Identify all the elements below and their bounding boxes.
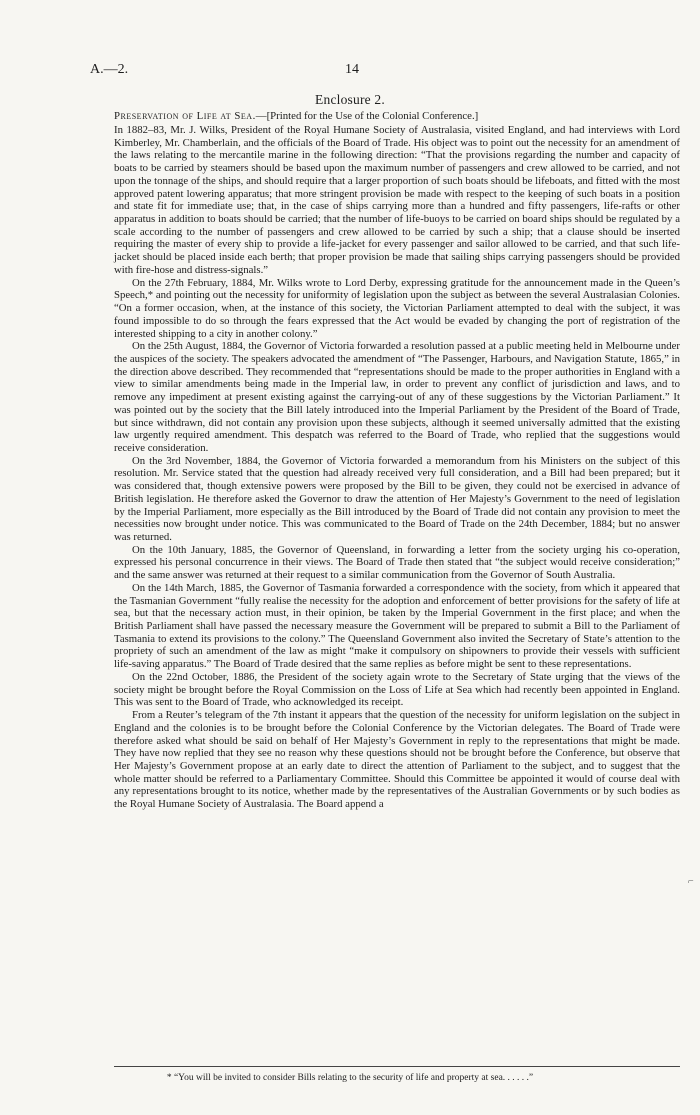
paragraph-4: On the 3rd November, 1884, the Governor of Victoria forwarded a memorandum from his Ministers on the subject of this resolution. Mr. Service stated that the question had already received very full consideration, and a Bill had been prepared; but it was considered that, though extensive powers were proposed by the Bill to be given, they could not be exercised in advance of British legislation. He therefore asked the Governor to draw the attention of Her Majesty’s Government to the need of legislation by the Imperial Parliament, more especially as the Bill introduced by the Board of Trade did not contain any provision to meet the necessities now brought under notice. This was communicated to the Board of Trade on the 24th December, 1884; but no answer was returned. bbox=[114, 454, 680, 543]
paragraph-5: On the 10th January, 1885, the Governor of Queensland, in forwarding a letter from the society urging his co-operation, expressed his personal concurrence in their views. The Board of Trade then stated that “the subject would receive consideration;” and the same answer was returned at their request to a similar communication from the Governor of South Australia. bbox=[114, 543, 680, 582]
paragraph-1: In 1882–83, Mr. J. Wilks, President of the Royal Humane Society of Australasia, visited England, and had interviews with Lord Kimberley, Mr. Chamberlain, and the officials of the Board of Trade. His object was to point out the necessity for an amendment of the laws relating to the mercantile marine in the following direction: “That the provisions regarding the number and capacity of boats to be carried by steamers should be based upon the maximum number of passengers and crew allowed to be carried, and not upon the tonnage of the ships, and should require that a larger proportion of such boats should be lifeboats, and fitted with the most approved patent lowering apparatus; that more stringent provision be made with respect to the keeping of such boats in a position and state fit for immediate use; that, in the case of ships carrying more than a hundred and fifty passengers, life-rafts or other apparatus in addition to boats should be carried; that the number of life-buoys to be carried on board ships should be regulated by a scale according to the number of passengers and crew allowed to be carried by such a ship; that a clause should be inserted requiring the master of every ship to provide a life-jacket for every passenger and sailor allowed to be carried, and that such life-jacket should be placed inside each berth; that proper provision be made that sailing ships carrying passengers should be provided with fire-hose and distress-signals.” bbox=[114, 124, 680, 276]
page-number: 14 bbox=[345, 62, 359, 77]
paragraph-2: On the 27th February, 1884, Mr. Wilks wrote to Lord Derby, expressing gratitude for the announcement made in the Queen’s Speech,* and pointing out the necessity for uniformity of legislation upon the subject as between the several Australasian Colonies. “On a former occasion, when, at the instance of this society, the Victorian Parliament attempted to deal with the subject, it was found impossible to do so through the fears expressed that the Act would be evaded by changing the port of registration of the interested shipping to a city in another colony.” bbox=[114, 276, 680, 340]
title-rest: —[Printed for the Use of the Colonial Conference.] bbox=[255, 110, 479, 122]
paragraph-6: On the 14th March, 1885, the Governor of Tasmania forwarded a correspondence with the society, from which it appeared that the Tasmanian Government “fully realise the necessity for the adoption and enforcement of better provisions for the safety of life at sea, but that the necessary action must, in their opinion, be taken by the Imperial Government in the first place; and when the British Parliament shall have passed the necessary measure the Government will be prepared to submit a Bill to the Parliament of Tasmania to extend its provisions to the colony.” The Queensland Government also invited the Secretary of State’s attention to the propriety of such an amendment of the law as might “make it compulsory on shipowners to provide their vessels with sufficient life-saving apparatus.” The Board of Trade desired that the same replies as before might be sent to these representations. bbox=[114, 581, 680, 671]
footnote-rule bbox=[114, 1066, 680, 1067]
footnote: * “You will be invited to consider Bills relating to the security of life and property at sea. . . . . .” bbox=[166, 1073, 534, 1083]
paragraph-3: On the 25th August, 1884, the Governor of Victoria forwarded a resolution passed at a public meeting held in Melbourne under the auspices of the society. The speakers advocated the amendment of “The Passenger, Harbours, and Navigation Statute, 1865,” in the direction above described. They recommended that “representations should be made to the proper authorities in England with a view to similar amendments being made in the Imperial law, in order to prevent any conflict of jurisdiction and laws, and to remove any impediment at present existing against the carrying-out of any of these suggestions by the Victorian Parliament.” It was pointed out by the society that the Bill lately introduced into the Imperial Parliament by the President of the Board of Trade, but since withdrawn, did not contain any provision upon these subjects, although it seemed universally admitted that the existing law urgently required amendment. This despatch was referred to the Board of Trade, who replied that the suggestions would receive consideration. bbox=[114, 340, 680, 454]
enclosure-heading: Enclosure 2. bbox=[315, 92, 385, 107]
title-small-caps: Preservation of Life at Sea. bbox=[114, 110, 256, 122]
page-header bbox=[90, 62, 676, 82]
margin-mark: ⌐ bbox=[688, 876, 694, 887]
document-title bbox=[114, 110, 676, 122]
body-text bbox=[114, 124, 680, 811]
paper-reference: A.—2. bbox=[90, 62, 129, 77]
paragraph-8: From a Reuter’s telegram of the 7th instant it appears that the question of the necessity for uniform legislation on the subject in England and the colonies is to be brought before the Colonial Conference by the Victorian delegates. The Board of Trade were therefore asked what should be said on behalf of Her Majesty’s Government in reply to the representations that might be made. They have now replied that they see no reason why these questions should not be brought before the Conference, but observe that Her Majesty’s Government propose at an early date to direct the attention of Parliament to the subject, and to suggest that the whole matter should be referred to a Parliamentary Committee. Should this Committee be appointed it would of course deal with any representations brought to its notice, whether made by the representatives of the Australian Governments or by such bodies as the Royal Humane Society of Australasia. The Board append a bbox=[114, 709, 680, 811]
paragraph-7: On the 22nd October, 1886, the President of the society again wrote to the Secretary of State urging that the views of the society might be brought before the Royal Commission on the Loss of Life at Sea which had recently been appointed in England. This was sent to the Board of Trade, who acknowledged its receipt. bbox=[114, 670, 680, 709]
